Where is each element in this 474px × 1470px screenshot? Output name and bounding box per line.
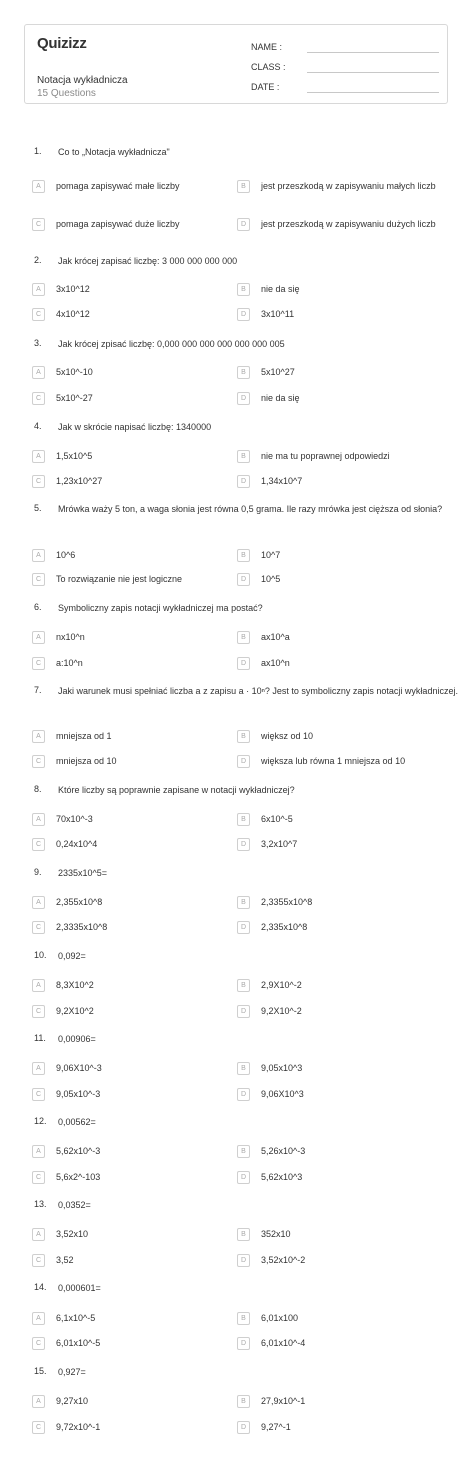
- option-text: 9,05x10^-3: [56, 1089, 101, 1099]
- question-text: Symboliczny zapis notacji wykładniczej ma postać?: [58, 603, 263, 613]
- option-letter-box[interactable]: A: [32, 283, 45, 296]
- option-letter-box[interactable]: B: [237, 283, 250, 296]
- option-letter-box[interactable]: C: [32, 1254, 45, 1267]
- option-c[interactable]: [32, 573, 232, 586]
- option-letter-box[interactable]: A: [32, 1062, 45, 1075]
- question-text: Jak krócej zapisać liczbę: 3 000 000 000 000: [58, 256, 238, 266]
- question-number: 12.: [34, 1116, 47, 1126]
- option-text: 5,26x10^-3: [261, 1146, 306, 1156]
- option-text: a:10^n: [56, 658, 83, 668]
- option-letter-box[interactable]: A: [32, 1228, 45, 1241]
- option-letter-box[interactable]: A: [32, 450, 45, 463]
- question-text: Jaki warunek musi spełniać liczba a z zapisu a · 10ⁿ? Jest to symboliczny zapis notacji wykładniczej.: [58, 686, 458, 696]
- option-letter-box[interactable]: C: [32, 921, 45, 934]
- question-text: 2335x10^5=: [58, 868, 108, 878]
- option-text: jest przeszkodą w zapisywaniu małych liczb: [261, 181, 436, 191]
- option-text: 5x10^27: [261, 367, 295, 377]
- option-a[interactable]: [32, 283, 232, 296]
- option-letter-box[interactable]: D: [237, 838, 250, 851]
- option-text: 3,52x10^-2: [261, 1255, 306, 1265]
- option-text: pomaga zapisywać małe liczby: [56, 181, 180, 191]
- option-letter-box[interactable]: B: [237, 1395, 250, 1408]
- class-line: [307, 72, 439, 73]
- option-b[interactable]: [237, 1062, 437, 1075]
- option-text: 8,3X10^2: [56, 980, 94, 990]
- option-text: ax10^n: [261, 658, 290, 668]
- question-text: 0,00906=: [58, 1034, 96, 1044]
- question-text: 0,092=: [58, 951, 86, 961]
- question-count: 15 Questions: [37, 88, 96, 99]
- option-c[interactable]: [32, 1337, 232, 1350]
- option-c[interactable]: [32, 392, 232, 405]
- option-text: 6,1x10^-5: [56, 1313, 96, 1323]
- option-letter-box[interactable]: A: [32, 1145, 45, 1158]
- option-letter-box[interactable]: C: [32, 1005, 45, 1018]
- question-number: 2.: [34, 255, 42, 265]
- option-text: 2,3335x10^8: [56, 922, 108, 932]
- option-text: 0,24x10^4: [56, 839, 98, 849]
- option-letter-box[interactable]: D: [237, 573, 250, 586]
- option-c[interactable]: [32, 1088, 232, 1101]
- option-letter-box[interactable]: B: [237, 549, 250, 562]
- option-text: 10^7: [261, 550, 281, 560]
- name-line: [307, 52, 439, 53]
- option-letter-box[interactable]: A: [32, 549, 45, 562]
- option-text: 4x10^12: [56, 309, 90, 319]
- option-letter-box[interactable]: C: [32, 573, 45, 586]
- option-letter-box[interactable]: B: [237, 631, 250, 644]
- option-a[interactable]: [32, 631, 232, 644]
- question-text: 0,00562=: [58, 1117, 96, 1127]
- option-letter-box[interactable]: D: [237, 218, 250, 231]
- option-text: mniejsza od 10: [56, 756, 117, 766]
- option-b[interactable]: [237, 631, 437, 644]
- question-number: 10.: [34, 950, 47, 960]
- option-letter-box[interactable]: C: [32, 657, 45, 670]
- option-letter-box[interactable]: C: [32, 392, 45, 405]
- option-c[interactable]: [32, 657, 232, 670]
- option-b[interactable]: [237, 180, 437, 193]
- option-letter-box[interactable]: B: [237, 979, 250, 992]
- option-text: 3,52: [56, 1255, 74, 1265]
- option-letter-box[interactable]: A: [32, 730, 45, 743]
- option-letter-box[interactable]: D: [237, 755, 250, 768]
- question-text: 0,000601=: [58, 1283, 101, 1293]
- option-text: 5x10^-10: [56, 367, 93, 377]
- option-letter-box[interactable]: A: [32, 631, 45, 644]
- option-letter-box[interactable]: B: [237, 450, 250, 463]
- option-c[interactable]: [32, 921, 232, 934]
- option-text: 6,01x10^-4: [261, 1338, 306, 1348]
- option-letter-box[interactable]: B: [237, 813, 250, 826]
- option-a[interactable]: [32, 180, 232, 193]
- option-text: większ od 10: [261, 731, 314, 741]
- option-text: nie da się: [261, 284, 300, 294]
- option-text: nie ma tu poprawnej odpowiedzi: [261, 451, 390, 461]
- date-line: [307, 92, 439, 93]
- option-a[interactable]: [32, 730, 232, 743]
- question-text: Jak krócej zpisać liczbę: 0,000 000 000 000 000 000 005: [58, 339, 285, 349]
- option-d[interactable]: [237, 921, 437, 934]
- option-text: 1,23x10^27: [56, 476, 103, 486]
- option-b[interactable]: [237, 283, 437, 296]
- option-a[interactable]: [32, 896, 232, 909]
- option-text: 1,34x10^7: [261, 476, 303, 486]
- option-letter-box[interactable]: B: [237, 180, 250, 193]
- question-text: Które liczby są poprawnie zapisane w notacji wykładniczej?: [58, 785, 295, 795]
- option-text: 2,355x10^8: [56, 897, 103, 907]
- question-text: Mrówka waży 5 ton, a waga słonia jest równa 0,5 grama. Ile razy mrówka jest cięższa od słonia?: [58, 504, 443, 514]
- option-text: 5x10^-27: [56, 393, 93, 403]
- option-text: 9,27^-1: [261, 1422, 291, 1432]
- question-number: 11.: [34, 1033, 46, 1043]
- option-text: 5,62x10^-3: [56, 1146, 101, 1156]
- option-text: 3x10^12: [56, 284, 90, 294]
- question-text: 0,927=: [58, 1367, 86, 1377]
- option-text: nie da się: [261, 393, 300, 403]
- question-number: 1.: [34, 146, 42, 156]
- option-d[interactable]: [237, 475, 437, 488]
- question-number: 7.: [34, 685, 42, 695]
- option-a[interactable]: [32, 1145, 232, 1158]
- option-d[interactable]: [237, 1171, 437, 1184]
- option-text: 9,06X10^3: [261, 1089, 304, 1099]
- option-d[interactable]: [237, 308, 437, 321]
- option-text: 2,335x10^8: [261, 922, 308, 932]
- option-text: 10^6: [56, 550, 76, 560]
- option-text: 6,01x10^-5: [56, 1338, 101, 1348]
- option-letter-box[interactable]: D: [237, 1171, 250, 1184]
- option-d[interactable]: [237, 573, 437, 586]
- option-b[interactable]: [237, 813, 437, 826]
- option-c[interactable]: [32, 1171, 232, 1184]
- option-text: większa lub równa 1 mniejsza od 10: [261, 756, 406, 766]
- option-text: 3,52x10: [56, 1229, 89, 1239]
- question-number: 8.: [34, 784, 42, 794]
- option-letter-box[interactable]: B: [237, 1062, 250, 1075]
- option-text: 9,2X10^2: [56, 1006, 94, 1016]
- option-text: 3,2x10^7: [261, 839, 298, 849]
- option-letter-box[interactable]: C: [32, 1421, 45, 1434]
- option-letter-box[interactable]: C: [32, 308, 45, 321]
- option-text: 9,2X10^-2: [261, 1006, 302, 1016]
- option-c[interactable]: [32, 308, 232, 321]
- name-label: NAME :: [251, 42, 283, 52]
- option-a[interactable]: [32, 1312, 232, 1325]
- option-letter-box[interactable]: B: [237, 1228, 250, 1241]
- option-text: pomaga zapisywać duże liczby: [56, 219, 180, 229]
- option-text: nx10^n: [56, 632, 85, 642]
- option-text: 2,9X10^-2: [261, 980, 302, 990]
- option-letter-box[interactable]: C: [32, 1088, 45, 1101]
- name-field[interactable]: [251, 42, 439, 54]
- option-letter-box[interactable]: D: [237, 475, 250, 488]
- option-text: jest przeszkodą w zapisywaniu dużych liczb: [261, 219, 436, 229]
- worksheet-title: Notacja wykładnicza: [37, 75, 128, 86]
- option-letter-box[interactable]: C: [32, 755, 45, 768]
- option-text: 2,3355x10^8: [261, 897, 313, 907]
- option-text: mniejsza od 1: [56, 731, 112, 741]
- question-number: 13.: [34, 1199, 47, 1209]
- question-text: 0,0352=: [58, 1200, 91, 1210]
- option-text: 9,72x10^-1: [56, 1422, 101, 1432]
- option-d[interactable]: [237, 218, 437, 231]
- option-b[interactable]: [237, 549, 437, 562]
- option-d[interactable]: [237, 392, 437, 405]
- question-number: 3.: [34, 338, 42, 348]
- option-a[interactable]: [32, 549, 232, 562]
- option-a[interactable]: [32, 979, 232, 992]
- option-b[interactable]: [237, 450, 437, 463]
- class-field[interactable]: [251, 62, 439, 74]
- date-label: DATE :: [251, 82, 280, 92]
- option-b[interactable]: [237, 1312, 437, 1325]
- option-text: 6x10^-5: [261, 814, 293, 824]
- question-number: 9.: [34, 867, 42, 877]
- option-letter-box[interactable]: A: [32, 366, 45, 379]
- option-text: 5,6x2^-103: [56, 1172, 101, 1182]
- option-d[interactable]: [237, 838, 437, 851]
- option-d[interactable]: [237, 755, 437, 768]
- worksheet-header: [24, 24, 448, 104]
- option-d[interactable]: [237, 1088, 437, 1101]
- option-b[interactable]: [237, 1145, 437, 1158]
- question-number: 5.: [34, 503, 42, 513]
- option-letter-box[interactable]: C: [32, 838, 45, 851]
- option-a[interactable]: [32, 450, 232, 463]
- option-c[interactable]: [32, 475, 232, 488]
- option-letter-box[interactable]: D: [237, 921, 250, 934]
- option-letter-box[interactable]: B: [237, 366, 250, 379]
- option-letter-box[interactable]: D: [237, 1421, 250, 1434]
- option-a[interactable]: [32, 366, 232, 379]
- option-letter-box[interactable]: A: [32, 813, 45, 826]
- option-d[interactable]: [237, 1337, 437, 1350]
- option-text: 70x10^-3: [56, 814, 93, 824]
- option-letter-box[interactable]: B: [237, 1145, 250, 1158]
- option-text: 9,06X10^-3: [56, 1063, 102, 1073]
- option-letter-box[interactable]: A: [32, 1312, 45, 1325]
- option-b[interactable]: [237, 366, 437, 379]
- option-letter-box[interactable]: D: [237, 1088, 250, 1101]
- option-c[interactable]: [32, 218, 232, 231]
- option-b[interactable]: [237, 979, 437, 992]
- option-letter-box[interactable]: B: [237, 730, 250, 743]
- option-letter-box[interactable]: D: [237, 657, 250, 670]
- option-d[interactable]: [237, 1421, 437, 1434]
- option-c[interactable]: [32, 755, 232, 768]
- option-c[interactable]: [32, 1421, 232, 1434]
- option-a[interactable]: [32, 1395, 232, 1408]
- option-letter-box[interactable]: D: [237, 1005, 250, 1018]
- option-c[interactable]: [32, 838, 232, 851]
- option-text: 3x10^11: [261, 309, 295, 319]
- option-letter-box[interactable]: D: [237, 1254, 250, 1267]
- option-text: 9,27x10: [56, 1396, 89, 1406]
- option-letter-box[interactable]: C: [32, 1171, 45, 1184]
- option-letter-box[interactable]: C: [32, 1337, 45, 1350]
- option-letter-box[interactable]: C: [32, 475, 45, 488]
- option-letter-box[interactable]: D: [237, 392, 250, 405]
- option-b[interactable]: [237, 1395, 437, 1408]
- date-field[interactable]: [251, 82, 439, 94]
- option-text: 9,05x10^3: [261, 1063, 303, 1073]
- option-b[interactable]: [237, 896, 437, 909]
- question-number: 14.: [34, 1282, 47, 1292]
- option-letter-box[interactable]: A: [32, 1395, 45, 1408]
- option-a[interactable]: [32, 1228, 232, 1241]
- option-text: 10^5: [261, 574, 281, 584]
- option-text: ax10^a: [261, 632, 290, 642]
- option-letter-box[interactable]: C: [32, 218, 45, 231]
- option-text: 1,5x10^5: [56, 451, 93, 461]
- option-d[interactable]: [237, 657, 437, 670]
- option-text: 27,9x10^-1: [261, 1396, 306, 1406]
- question-number: 15.: [34, 1366, 47, 1376]
- option-a[interactable]: [32, 1062, 232, 1075]
- question-number: 6.: [34, 602, 42, 612]
- option-letter-box[interactable]: A: [32, 896, 45, 909]
- class-label: CLASS :: [251, 62, 286, 72]
- option-text: 352x10: [261, 1229, 291, 1239]
- option-text: To rozwiązanie nie jest logiczne: [56, 574, 183, 584]
- question-text: Co to „Notacja wykładnicza": [58, 147, 170, 157]
- quizizz-logo: Quizizz: [37, 35, 87, 52]
- option-d[interactable]: [237, 1254, 437, 1267]
- option-letter-box[interactable]: A: [32, 979, 45, 992]
- option-letter-box[interactable]: B: [237, 896, 250, 909]
- option-b[interactable]: [237, 1228, 437, 1241]
- option-text: 5,62x10^3: [261, 1172, 303, 1182]
- option-text: 6,01x100: [261, 1313, 299, 1323]
- option-b[interactable]: [237, 730, 437, 743]
- option-c[interactable]: [32, 1254, 232, 1267]
- question-number: 4.: [34, 421, 42, 431]
- option-letter-box[interactable]: B: [237, 1312, 250, 1325]
- question-text: Jak w skrócie napisać liczbę: 1340000: [58, 422, 212, 432]
- option-a[interactable]: [32, 813, 232, 826]
- option-letter-box[interactable]: A: [32, 180, 45, 193]
- option-letter-box[interactable]: D: [237, 1337, 250, 1350]
- option-c[interactable]: [32, 1005, 232, 1018]
- option-d[interactable]: [237, 1005, 437, 1018]
- option-letter-box[interactable]: D: [237, 308, 250, 321]
